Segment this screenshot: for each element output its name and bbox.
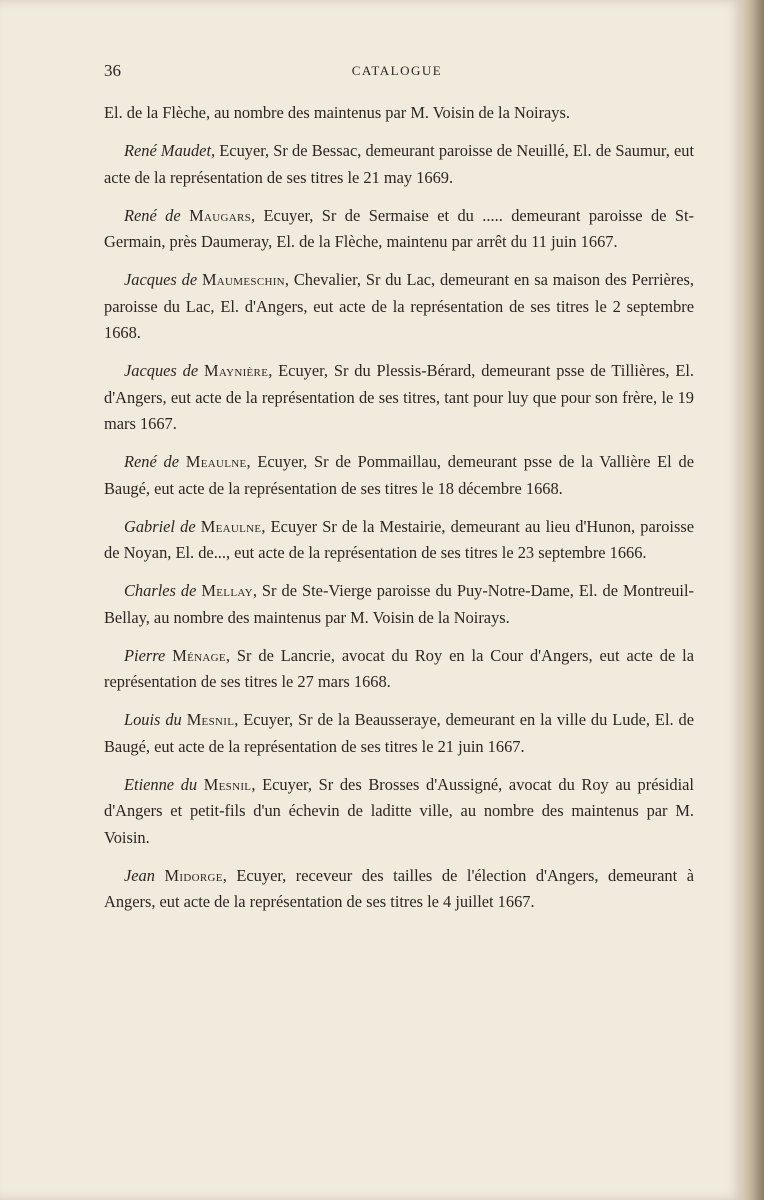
entry-surname: Midorge <box>164 865 223 885</box>
entry-given-name: Etienne du <box>124 774 204 794</box>
entry-given-name: Pierre <box>124 645 173 665</box>
entry <box>104 514 694 567</box>
entry-continuation <box>104 100 694 127</box>
entry-surname: Ménage <box>172 645 226 665</box>
entry <box>104 772 694 852</box>
entry-given-name: Gabriel de <box>124 516 201 536</box>
page-header <box>104 61 690 81</box>
entry-surname: Maynière <box>203 361 269 380</box>
entry-text: , Ecuyer, Sr du Plessis-Bérard, demeurant psse de Tillières, El. d'Angers, eut acte de la représentation de ses titres, tant pour luy que pour son frère, le 19 mars 1667. <box>104 361 694 433</box>
entry-text: , Ecuyer, Sr de Pommaillau, demeurant psse de la Vallière El de Baugé, eut acte de la représentation de ses titres le 18 décembre 1668. <box>104 452 694 498</box>
page-edge <box>742 0 764 1200</box>
entry-surname: Mesnil <box>203 774 252 794</box>
entry <box>104 449 694 502</box>
entry-surname: Mesnil <box>186 710 235 729</box>
entry-surname: Maugars <box>189 205 251 225</box>
entry-text: , Sr de Ste-Vierge paroisse du Puy-Notre-Dame, El. de Montreuil-Bellay, au nombre des maintenus par M. Voisin de la Noirays. <box>104 581 694 627</box>
entry-given-name: Charles de <box>124 581 202 600</box>
entry <box>104 707 694 760</box>
page-number: 36 <box>104 61 121 80</box>
entry <box>104 267 694 347</box>
entry-text: Ecuyer, Sr de Bessac, demeurant paroisse de Neuillé, El. de Saumur, eut acte de la représentation de ses titres le 21 may 1669. <box>104 141 694 187</box>
entry-surname: Meaulne <box>200 516 262 536</box>
entry <box>104 203 694 256</box>
entry-surname: Meaulne <box>185 452 247 471</box>
entry-surname: Maumeschin <box>201 270 285 289</box>
running-title: CATALOGUE <box>351 63 443 78</box>
entry <box>104 138 694 191</box>
entry-text: , Sr de Lancrie, avocat du Roy en la Cour d'Angers, eut acte de la représentation de ses titres le 27 mars 1668. <box>104 645 694 691</box>
entry-text: , Ecuyer, receveur des tailles de l'élection d'Angers, demeurant à Angers, eut acte de la représentation de ses titres le 4 juillet 1667. <box>104 865 694 911</box>
entry-given-name: Jacques de <box>124 270 202 289</box>
entry-given-name: René de <box>124 205 190 225</box>
entry <box>104 358 694 438</box>
catalogue-text <box>104 100 694 927</box>
entry <box>104 863 694 916</box>
entry-given-name: Jacques de <box>124 361 204 380</box>
entry-text: , Ecuyer, Sr des Brosses d'Aussigné, avocat du Roy au présidial d'Angers et petit-fils d'un échevin de laditte ville, au nombre des maintenus par M. Voisin. <box>104 774 694 847</box>
entry-text: , Ecuyer, Sr de Sermaise et du ..... demeurant paroisse de St-Germain, près Daumeray, El. de la Flèche, maintenu par arrêt du 11 juin 1667. <box>104 205 694 251</box>
entry-given-name: René de <box>124 452 186 471</box>
entry-surname: Mellay <box>201 581 253 600</box>
entry-given-name: René Maudet, <box>124 141 216 160</box>
entry-given-name: Louis du <box>124 710 187 729</box>
entry-text: , Ecuyer, Sr de la Beausseraye, demeurant en la ville du Lude, El. de Baugé, eut acte de la représentation de ses titres le 21 juin 1667. <box>104 710 694 756</box>
entry <box>104 643 694 696</box>
entry-given-name: Jean <box>124 865 165 885</box>
entry-text: El. de la Flèche, au nombre des maintenus par M. Voisin de la Noirays. <box>104 103 570 122</box>
entry <box>104 578 694 631</box>
entry-text: , Ecuyer Sr de la Mestairie, demeurant au lieu d'Hunon, paroisse de Noyan, El. de..., eut acte de la représentation de ses titres le 23 septembre 1666. <box>104 516 694 562</box>
entry-text: , Chevalier, Sr du Lac, demeurant en sa maison des Perrières, paroisse du Lac, El. d'Angers, eut acte de la représentation de ses titres le 2 septembre 1668. <box>104 270 694 342</box>
